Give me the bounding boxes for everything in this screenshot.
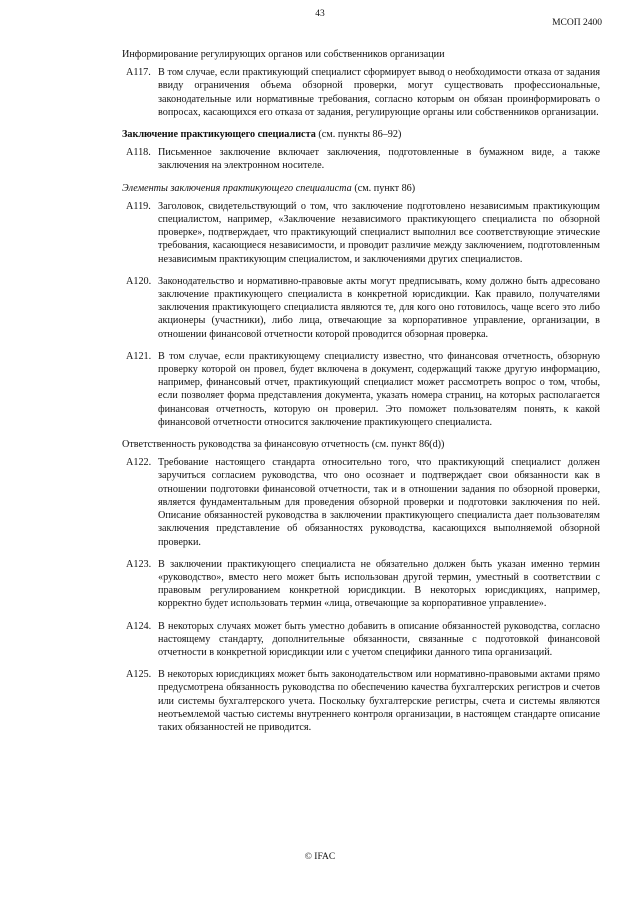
- paragraph-a122: [122, 456, 600, 548]
- paragraph-a125: [122, 668, 600, 734]
- section-heading-notification: [122, 48, 600, 61]
- heading-reference: (см. пункт 86): [354, 182, 416, 194]
- paragraph-a121: [122, 350, 600, 429]
- paragraph-text: Требование настоящего стандарта относительно того, что практикующий специалист должен заручиться согласием руководства, что оно осознает и подтверждает свои обязанности как в отношении подготовки финансовой отчетности, так и в отношении задания по обзорной проверки, является фундаментальным для проведения обзорной проверки и подготовки заключения по ней. Описание обязанностей руководства в заключении практикующего специалиста дает пользователям заключения представление об обязанностях руководства, касающихся выполняемой обзорной проверки.: [158, 457, 600, 548]
- paragraph-a118: [122, 146, 600, 172]
- paragraph-number: A123.: [126, 558, 152, 570]
- paragraph-a123: [122, 558, 600, 611]
- paragraph-text: Письменное заключение включает заключения, подготовленные в бумажном виде, а также заключения на электронном носителе.: [158, 147, 600, 172]
- paragraph-text: Законодательство и нормативно-правовые акты могут предписывать, кому должно быть адресовано заключение практикующего специалиста в конкретной юрисдикции. Как правило, получателями заключения практикующего специалиста являются те, для кого оно готовилось, чаще всего это либо акционеры (участники), либо лица, отвечающие за корпоративное управление, организации, в отношении финансовой отчетности которой проводится обзорная проверка.: [158, 275, 600, 340]
- paragraph-text: В некоторых случаях может быть уместно добавить в описание обязанностей руководства, согласно настоящему стандарту, дополнительные обязанности, связанные с подготовкой финансовой отчетности в конкретной юрисдикции или с учетом специфики данного типа организаций.: [158, 620, 600, 658]
- heading-reference: (см. пункты 86–92): [318, 129, 402, 141]
- heading-text: Ответственность руководства за финансовую отчетность: [122, 439, 370, 451]
- paragraph-number: A117.: [126, 67, 151, 79]
- heading-text: Информирование регулирующих органов или собственников организации: [122, 49, 445, 60]
- paragraph-text: Заголовок, свидетельствующий о том, что заключение подготовлено независимым практикующим специалистом, например, «Заключение независимого практикующего специалиста по обзорной проверке», подтверждает, что практикующий специалист выполнил все соответствующие этические требования, касающиеся независимости, и проводит различие между заключением, подготовленным независимым практикующим специалистом, и заключениями других специалистов.: [158, 200, 600, 265]
- heading-reference: (см. пункт 86(d)): [371, 439, 445, 451]
- paragraph-number: A120.: [126, 275, 152, 287]
- section-heading-management-responsibility: [122, 438, 600, 451]
- paragraph-number: A122.: [126, 457, 152, 469]
- paragraph-number: A119.: [126, 200, 151, 212]
- paragraph-number: A121.: [126, 350, 152, 362]
- paragraph-a119: [122, 200, 600, 266]
- heading-text: Элементы заключения практикующего специалиста: [122, 182, 352, 194]
- paragraph-number: A118.: [126, 147, 151, 159]
- section-heading-report-elements: [122, 182, 600, 195]
- paragraph-a124: [122, 620, 600, 660]
- paragraph-number: A125.: [126, 669, 152, 681]
- document-code: МСОП 2400: [552, 18, 602, 28]
- paragraph-text: В заключении практикующего специалиста не обязательно должен быть указан именно термин «руководство», вместо него может быть использован другой термин, уместный в соответствии с правовым регулированием конкретной юрисдикции. В некоторых юрисдикциях, например, корректно будет использовать термин «лица, отвечающие за корпоративное управление».: [158, 558, 600, 610]
- section-heading-report: [122, 128, 600, 141]
- paragraph-a120: [122, 275, 600, 341]
- heading-text: Заключение практикующего специалиста: [122, 129, 316, 141]
- page-body: [122, 48, 600, 743]
- paragraph-text: В некоторых юрисдикциях может быть законодательством или нормативно-правовыми актами прямо предусмотрена обязанность руководства по обеспечению качества бухгалтерских регистров и счетов или системы бухгалтерского учета. Поскольку бухгалтерские регистры, счета и системы являются неотъемлемой частью системы внутреннего контроля организации, в настоящем стандарте описание таких обязанностей не приводится.: [158, 669, 600, 733]
- page-number: 43: [315, 9, 325, 19]
- paragraph-text: В том случае, если практикующему специалисту известно, что финансовая отчетность, обзорную проверку которой он провел, будет включена в документ, содержащий также другую информацию, например, финансовый отчет, практикующий специалист может рассмотреть вопрос о том, чтобы, если позволяет форма представления документа, указать номера страниц, на которых располагается финансовая отчетность, которую он проверил. Это поможет пользователям понять, к какой финансовой отчетности относится заключение практикующего специалиста.: [158, 350, 600, 428]
- paragraph-text: В том случае, если практикующий специалист сформирует вывод о необходимости отказа от задания ввиду ограничения объема обзорной проверки, могут существовать профессиональные, законодательные или нормативные требования, согласно которым он обязан проинформировать о вопросах, касающихся его отказа от задания, регулирующие органы или собственников организации.: [158, 67, 600, 118]
- paragraph-number: A124.: [126, 620, 152, 632]
- paragraph-a117: [122, 66, 600, 119]
- copyright-footer: © IFAC: [304, 852, 336, 862]
